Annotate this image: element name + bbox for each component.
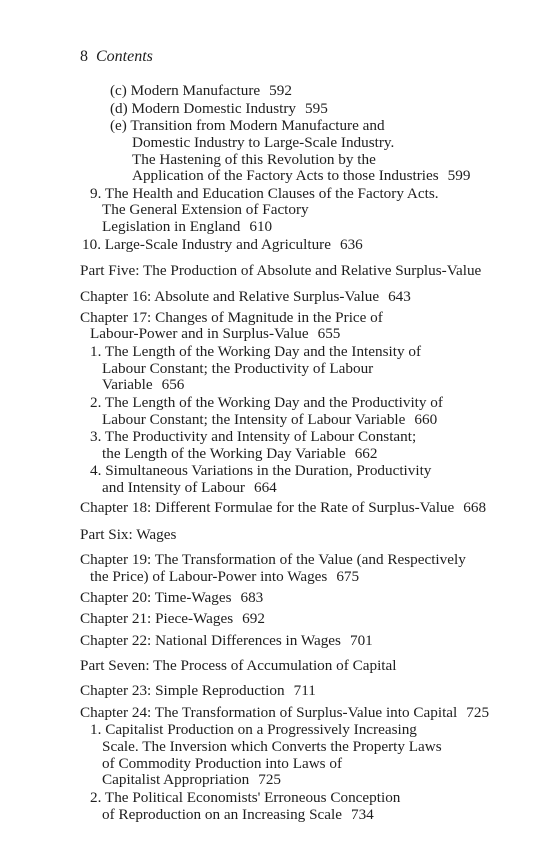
- page-number: 8: [80, 48, 88, 65]
- toc-entry: [80, 704, 489, 722]
- toc-entry: [132, 134, 394, 152]
- toc-entry-title: Chapter 24: The Transformation of Surplus-Value into Capital: [80, 703, 458, 721]
- toc-entry-title: The Hastening of this Revolution by the: [132, 150, 376, 168]
- toc-entry-title: Legislation in England: [102, 218, 241, 236]
- toc-entry-title: (d) Modern Domestic Industry: [110, 99, 297, 117]
- toc-entry: [80, 262, 481, 280]
- toc-entry-title: Variable: [102, 376, 153, 394]
- toc-entry-title: Labour-Power and in Surplus-Value: [90, 325, 309, 343]
- toc-entry-page: 610: [249, 218, 273, 236]
- toc-entry-page: 595: [305, 99, 328, 117]
- toc-entry-title: Chapter 19: The Transformation of the Value (and Respectively: [80, 551, 466, 569]
- toc-entry: [90, 462, 431, 480]
- toc-entry-page: 692: [242, 610, 265, 628]
- toc-entry: [110, 100, 328, 118]
- running-header: [80, 47, 153, 67]
- toc-entry-title: Part Six: Wages: [80, 526, 177, 544]
- toc-entry-title: Labour Constant; the Intensity of Labour Variable: [102, 410, 406, 428]
- toc-entry: [82, 236, 363, 254]
- toc-entry-page: 664: [253, 478, 277, 496]
- toc-entry-page: 655: [317, 325, 341, 343]
- toc-entry: [102, 218, 272, 236]
- toc-entry-title: Chapter 23: Simple Reproduction: [80, 682, 285, 700]
- toc-entry-title: (e) Transition from Modern Manufacture and: [110, 117, 385, 135]
- toc-entry: [102, 806, 374, 824]
- toc-entry: [102, 479, 277, 497]
- toc-entry: [102, 376, 184, 394]
- toc-entry-page: 660: [414, 410, 438, 428]
- toc-entry: [110, 117, 385, 135]
- toc-entry-title: Capitalist Appropriation: [102, 771, 250, 789]
- toc-entry: [132, 151, 376, 169]
- toc-entry: [80, 657, 396, 675]
- toc-entry: [80, 288, 411, 306]
- toc-entry-page: 643: [388, 287, 411, 305]
- toc-entry-title: Domestic Industry to Large-Scale Industry.: [132, 133, 395, 151]
- toc-entry-title: 1. Capitalist Production on a Progressively Increasing: [90, 721, 417, 739]
- toc-entry-title: 1. The Length of the Working Day and the Intensity of: [90, 343, 422, 360]
- toc-entry: [90, 721, 417, 739]
- toc-entry: [110, 82, 292, 100]
- toc-entry-title: 3. The Productivity and Intensity of Labour Constant;: [90, 428, 417, 446]
- toc-entry-title: Chapter 17: Changes of Magnitude in the Price of: [80, 308, 383, 326]
- toc-entry: [90, 568, 359, 586]
- toc-entry: [102, 738, 442, 756]
- toc-entry: [80, 682, 316, 700]
- toc-entry: [80, 526, 176, 544]
- toc-entry-title: Chapter 18: Different Formulae for the Rate of Surplus-Value: [80, 499, 455, 517]
- toc-entry-page: 725: [258, 771, 281, 789]
- toc-entry-title: Labour Constant; the Productivity of Labour: [102, 359, 374, 377]
- toc-entry-page: 734: [350, 805, 374, 823]
- toc-entry-title: 2. The Political Economists' Erroneous Conception: [90, 788, 401, 806]
- toc-entry: [80, 499, 486, 517]
- toc-entry: [80, 632, 373, 650]
- toc-entry-title: Chapter 22: National Differences in Wages: [80, 631, 341, 649]
- toc-entry: [102, 201, 309, 219]
- toc-entry-title: The General Extension of Factory: [102, 201, 309, 219]
- toc-entry-title: Chapter 21: Piece-Wages: [80, 610, 234, 628]
- toc-entry-title: the Price) of Labour-Power into Wages: [90, 567, 328, 585]
- toc-entry: [80, 589, 263, 607]
- toc-entry-page: 599: [447, 167, 471, 185]
- toc-entry: [90, 394, 443, 412]
- toc-entry: [90, 325, 340, 343]
- toc-entry: [132, 167, 470, 185]
- toc-entry-page: 668: [463, 499, 487, 517]
- toc-entry-title: Chapter 16: Absolute and Relative Surplus-Value: [80, 287, 380, 305]
- running-title: Contents: [96, 48, 153, 65]
- toc-entry: [80, 309, 383, 327]
- toc-entry-title: Part Seven: The Process of Accumulation of Capital: [80, 656, 397, 674]
- toc-entry-title: Part Five: The Production of Absolute and Relative Surplus-Value: [80, 261, 482, 279]
- toc-entry: [80, 610, 265, 628]
- toc-entry-page: 662: [354, 444, 378, 462]
- toc-entry: [102, 445, 377, 463]
- toc-entry: [90, 789, 400, 807]
- toc-entry: [102, 755, 342, 773]
- toc-entry-title: of Commodity Production into Laws of: [102, 754, 343, 772]
- toc-entry: [102, 771, 281, 789]
- toc-entry-title: and Intensity of Labour: [102, 478, 245, 496]
- toc-entry-title: 2. The Length of the Working Day and the Productivity of: [90, 393, 443, 411]
- toc-entry-title: 9. The Health and Education Clauses of the Factory Acts.: [90, 184, 439, 202]
- toc-entry-page: 675: [336, 567, 360, 585]
- toc-entry-title: Chapter 20: Time-Wages: [80, 589, 232, 607]
- toc-entry-page: 711: [293, 682, 316, 700]
- toc-entry-page: 725: [466, 703, 490, 721]
- toc-entry: [102, 360, 373, 378]
- toc-entry-page: 683: [240, 589, 264, 607]
- toc-entry-title: the Length of the Working Day Variable: [102, 444, 346, 462]
- toc-entry: [90, 343, 421, 361]
- toc-entry-page: 701: [349, 631, 373, 649]
- toc-entry: [90, 428, 416, 446]
- toc-entry-title: Scale. The Inversion which Converts the Property Laws: [102, 737, 442, 755]
- toc-entry-title: Application of the Factory Acts to those Industries: [132, 167, 439, 185]
- toc-entry-page: 592: [269, 82, 292, 100]
- toc-entry-page: 656: [161, 376, 185, 394]
- toc-entry-title: of Reproduction on an Increasing Scale: [102, 805, 342, 823]
- toc-entry: [90, 185, 439, 203]
- toc-entry-page: 636: [339, 235, 363, 253]
- toc-entry-title: 4. Simultaneous Variations in the Duration, Productivity: [90, 462, 432, 480]
- toc-entry: [102, 411, 437, 429]
- toc-entry-title: 10. Large-Scale Industry and Agriculture: [82, 235, 331, 253]
- toc-entry: [80, 551, 466, 569]
- toc-entry-title: (c) Modern Manufacture: [110, 82, 261, 100]
